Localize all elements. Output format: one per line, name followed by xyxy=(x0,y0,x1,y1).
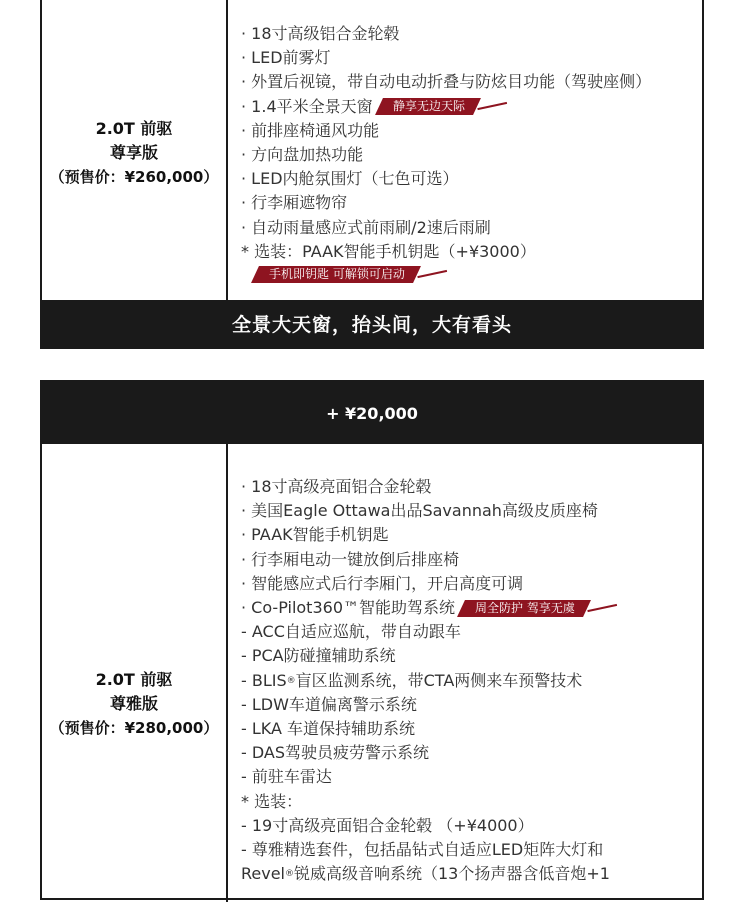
feature-item: - 尊雅精选套件，包括晶钻式自适应LED矩阵大灯和 xyxy=(241,840,604,860)
feature-item: - ACC自适应巡航，带自动跟车 xyxy=(241,622,461,642)
feature-item: · 行李厢电动一键放倒后排座椅 xyxy=(241,549,460,569)
feature-item: · 自动雨量感应式前雨刷/2速后雨刷 xyxy=(241,217,491,237)
price-increment-header: + ¥20,000 xyxy=(42,382,702,444)
sunroof-tag: 静享无边天际 xyxy=(375,98,481,115)
card1-price: （预售价：¥260,000） xyxy=(49,168,219,186)
card1-trim-name: 尊享版 xyxy=(109,143,158,162)
feature-item: - PCA防碰撞辅助系统 xyxy=(241,646,396,666)
feature-item: * 选装： xyxy=(241,791,303,811)
feature-item: · 行李厢遮物帘 xyxy=(241,193,348,213)
feature-item: - LDW车道偏离警示系统 xyxy=(241,694,417,714)
phone-key-tag: 手机即钥匙 可解锁可启动 xyxy=(251,266,421,283)
card2-engine: 2.0T 前驱 xyxy=(95,670,173,689)
feature-item: · 外置后视镜，带自动电动折叠与防炫目功能（驾驶座侧） xyxy=(241,72,652,92)
feature-item: · PAAK智能手机钥匙 xyxy=(241,525,389,545)
feature-item: - 前驻车雷达 xyxy=(241,767,332,787)
card1-trim-label xyxy=(42,0,228,306)
feature-item xyxy=(241,264,702,283)
feature-item: · Co-Pilot360™智能助驾系统 周全防护 驾享无虞 xyxy=(241,596,702,620)
feature-item: - LKA 车道保持辅助系统 xyxy=(241,719,416,739)
card2-price: （预售价：¥280,000） xyxy=(49,719,219,737)
trim-card-zunxiang xyxy=(40,0,704,349)
feature-item: · 18寸高级铝合金轮毂 xyxy=(241,24,400,43)
feature-item: * 选装：PAAK智能手机钥匙（+¥3000） xyxy=(241,241,536,261)
card1-engine: 2.0T 前驱 xyxy=(95,119,173,138)
feature-item: · 18寸高级亮面铝合金轮毂 xyxy=(241,477,432,496)
copilot-tag: 周全防护 驾享无虞 xyxy=(457,600,591,617)
feature-item: · 1.4平米全景天窗 静享无边天际 xyxy=(241,95,702,119)
feature-item: · LED前雾灯 xyxy=(241,48,331,68)
feature-item: · 前排座椅通风功能 xyxy=(241,120,380,140)
card1-body xyxy=(42,0,702,306)
sunroof-banner: 全景大天窗，抬头间，大有看头 xyxy=(42,300,702,347)
feature-item: - 19寸高级亮面铝合金轮毂 （+¥4000） xyxy=(241,815,534,835)
card1-feature-list xyxy=(228,0,702,306)
feature-item: · 智能感应式后行李厢门，开启高度可调 xyxy=(241,573,524,593)
feature-item: · LED内舱氛围灯（七色可选） xyxy=(241,169,459,189)
card2-trim-name: 尊雅版 xyxy=(109,694,158,713)
feature-item: Revel ® 锐威高级音响系统（13个扬声器含低音炮+1 xyxy=(241,864,610,884)
card2-body xyxy=(42,444,702,902)
trim-card-zunya xyxy=(40,380,704,900)
feature-item: - BLIS ® 盲区监测系统，带CTA两侧来车预警技术 xyxy=(241,670,583,690)
feature-item: - DAS驾驶员疲劳警示系统 xyxy=(241,743,430,763)
feature-item: · 方向盘加热功能 xyxy=(241,145,364,165)
card2-feature-list xyxy=(228,444,702,902)
card2-trim-label xyxy=(42,444,228,902)
feature-item: · 美国Eagle Ottawa出品Savannah高级皮质座椅 xyxy=(241,501,598,521)
